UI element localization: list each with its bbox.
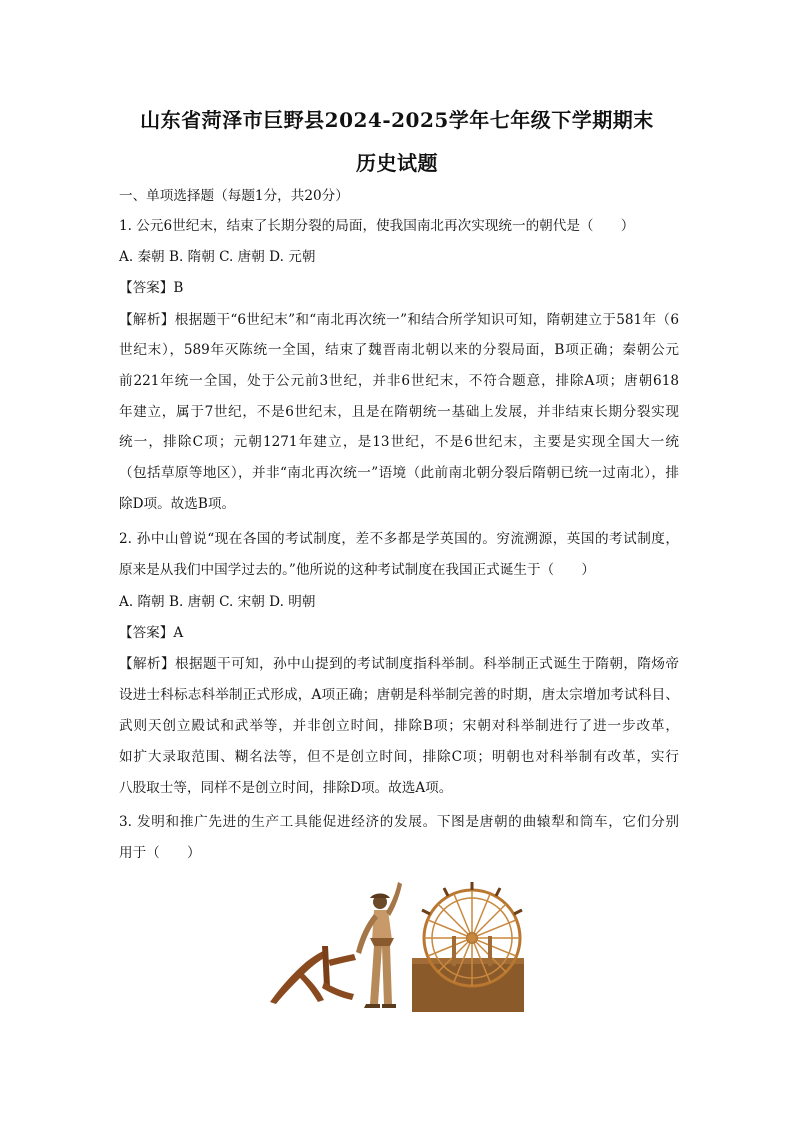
q2-analysis-line: 八股取士等，同样不是创立时间，排除D项。故选A项。	[119, 780, 453, 796]
q1-analysis-line: 统一，排除C项；元朝1271年建立，是13世纪，不是6世纪末，主要是实现全国大一统	[119, 434, 679, 450]
q2-answer: 【答案】A	[119, 625, 184, 641]
q2-analysis-line: 武则天创立殿试和武举等，并非创立时间，排除B项；宋朝对科举制进行了进一步改革，	[119, 718, 679, 734]
q1-analysis-line: 前221年统一全国，处于公元前3世纪，并非6世纪末，不符合题意，排除A项；唐朝618	[119, 373, 679, 389]
section-heading: 一、单项选择题（每题1分，共20分）	[119, 188, 349, 204]
q2-options: A. 隋朝 B. 唐朝 C. 宋朝 D. 明朝	[119, 594, 316, 610]
curved-plow-illustration	[270, 882, 402, 1008]
q1-options: A. 秦朝 B. 隋朝 C. 唐朝 D. 元朝	[119, 249, 316, 265]
exam-title-line2: 历史试题	[356, 151, 438, 175]
plow-and-waterwheel-figure	[262, 876, 527, 1016]
q2-analysis-line: 【解析】根据题干可知，孙中山提到的考试制度指科举制。科举制正式诞生于隋朝，隋炀帝	[119, 656, 679, 672]
q1-analysis-line: 年建立，属于7世纪，不是6世纪末，且是在隋朝统一基础上发展，并非结束长期分裂实现	[119, 404, 679, 420]
q2-analysis-line: 设进士科标志科举制正式形成，A项正确；唐朝是科举制完善的时期，唐太宗增加考试科目、	[119, 687, 679, 703]
q2-analysis-line: 如扩大录取范围、糊名法等，但不是创立时间，排除C项；明朝也对科举制有改革，实行	[119, 749, 679, 765]
water-wheel-illustration	[412, 882, 524, 1012]
q1-analysis-line: （包括草原等地区），并非“南北再次统一”语境（此前南北朝分裂后隋朝已统一过南北），排	[119, 465, 679, 481]
q1-analysis-line: 世纪末），589年灭陈统一全国，结束了魏晋南北朝以来的分裂局面，B项正确；秦朝公元	[119, 342, 679, 358]
exam-title-line1: 山东省菏泽市巨野县2024-2025学年七年级下学期期末	[140, 108, 654, 132]
q1-stem: 1. 公元6世纪末，结束了长期分裂的局面，使我国南北再次实现统一的朝代是（ ）	[119, 218, 635, 234]
q1-analysis-line: 除D项。故选B项。	[119, 496, 236, 512]
q3-stem-line: 3. 发明和推广先进的生产工具能促进经济的发展。下图是唐朝的曲辕犁和筒车，它们分别	[119, 814, 679, 830]
q1-answer: 【答案】B	[119, 280, 184, 296]
q1-analysis-line: 【解析】根据题干“6世纪末”和“南北再次统一”和结合所学知识可知，隋朝建立于581年（6	[119, 312, 679, 328]
q3-stem-line: 用于（ ）	[119, 845, 201, 861]
q2-stem-line: 2. 孙中山曾说“现在各国的考试制度，差不多都是学英国的。穷流溯源，英国的考试制度，	[119, 531, 679, 547]
q2-stem-line: 原来是从我们中国学过去的。”他所说的这种考试制度在我国正式诞生于（ ）	[119, 562, 595, 578]
